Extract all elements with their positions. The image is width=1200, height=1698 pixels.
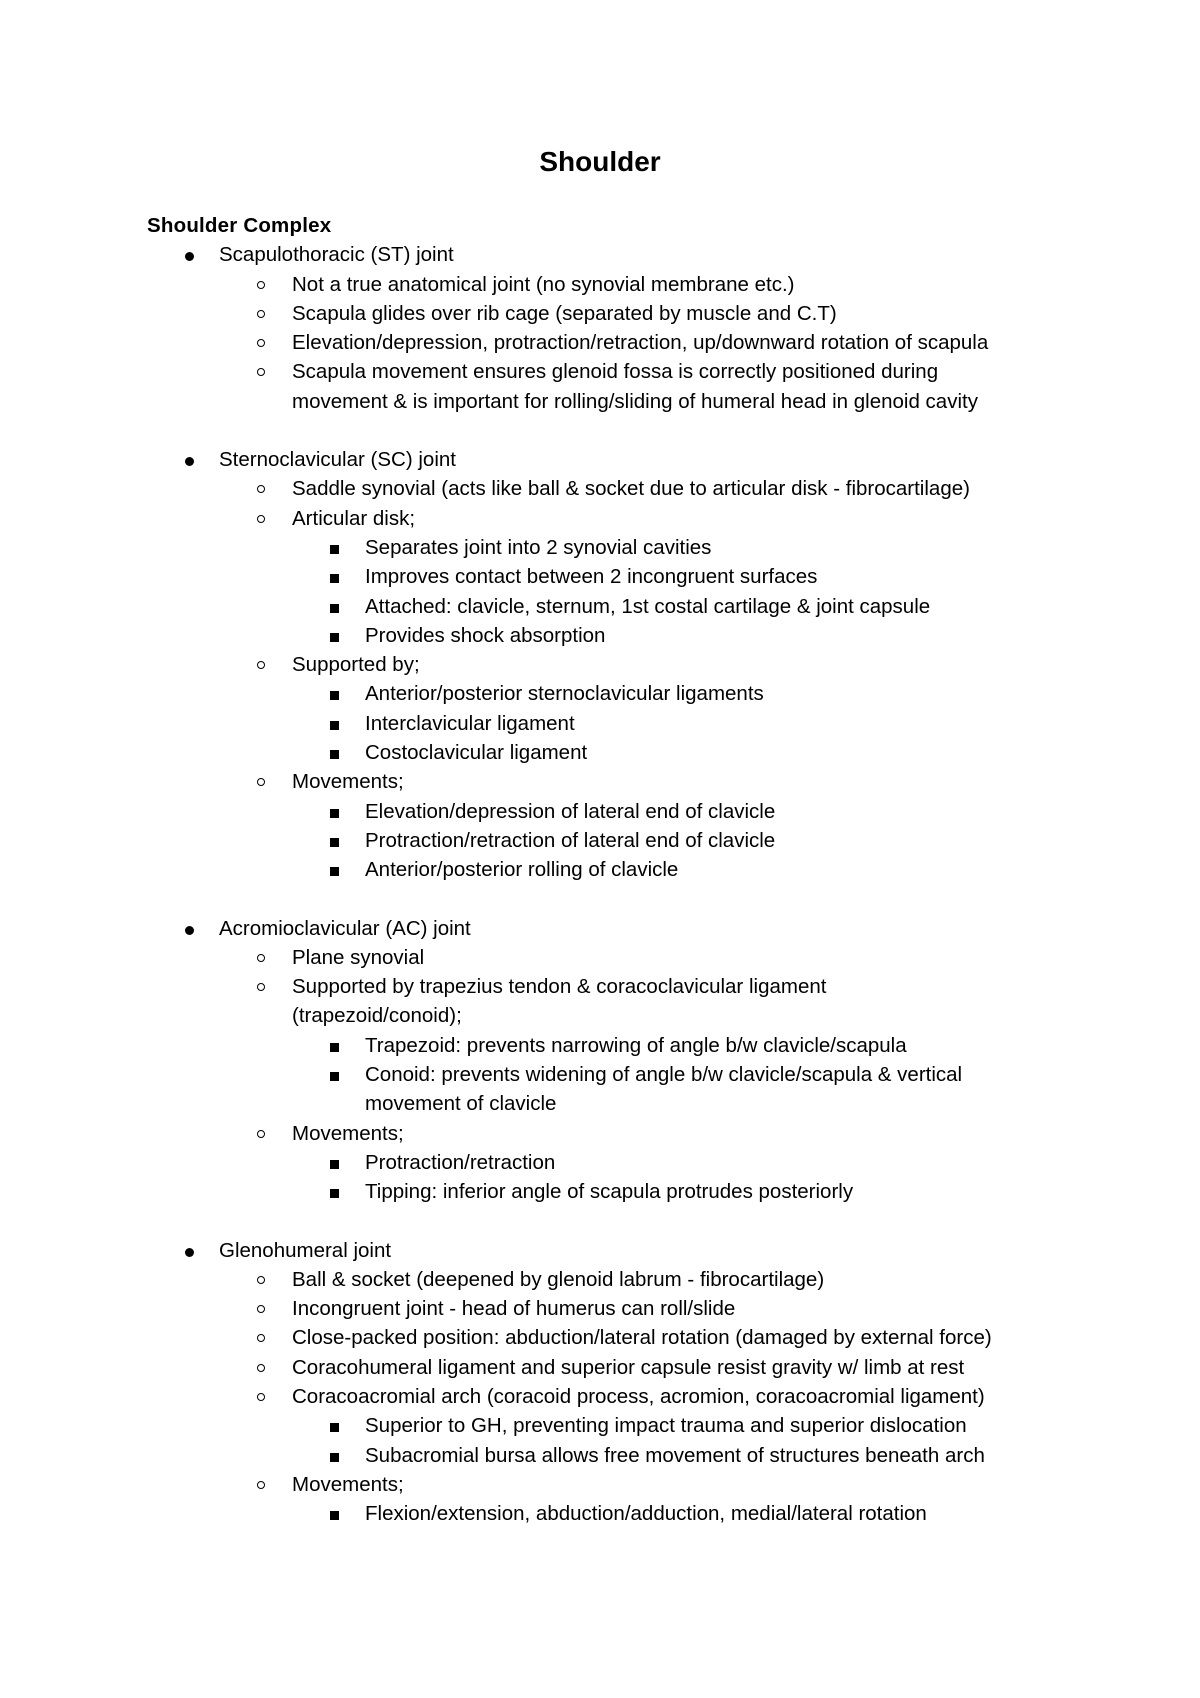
list-item-text: Coracohumeral ligament and superior capsule resist gravity w/ limb at rest <box>292 1355 965 1379</box>
document-body <box>147 211 1107 1528</box>
joint-label: Acromioclavicular (AC) joint <box>219 916 471 940</box>
list-item-text: Articular disk; <box>292 506 416 530</box>
sub-list-item <box>292 562 1107 591</box>
sub-list <box>292 1499 1107 1528</box>
square-bullet-icon <box>330 1043 339 1052</box>
list-item <box>219 1353 1107 1382</box>
sub-list-item <box>292 797 1107 826</box>
sub-list-item <box>292 1060 1107 1119</box>
sub-list-item <box>292 1148 1107 1177</box>
sub-list <box>292 1148 1107 1207</box>
sub-list-item-text: Anterior/posterior rolling of clavicle <box>365 858 679 882</box>
sub-list-item <box>292 826 1107 855</box>
square-bullet-icon <box>330 750 339 759</box>
list-item-text: Supported by trapezius tendon & coracoclavicular ligament <box>292 975 827 999</box>
square-bullet-icon <box>330 1072 339 1081</box>
sub-list-item-text-continued: movement of clavicle <box>365 1092 557 1116</box>
hollow-circle-bullet-icon <box>257 778 265 786</box>
list-item <box>219 767 1107 884</box>
list-item-text: Coracoacromial arch (coracoid process, acromion, coracoacromial ligament) <box>292 1384 985 1408</box>
sub-list-item <box>292 738 1107 767</box>
detail-list <box>219 1265 1107 1529</box>
sub-list <box>292 1031 1107 1119</box>
hollow-circle-bullet-icon <box>257 1276 265 1284</box>
list-item <box>219 650 1107 767</box>
hollow-circle-bullet-icon <box>257 1481 265 1489</box>
list-item <box>219 1470 1107 1529</box>
joint-list <box>147 240 1107 1528</box>
list-item-text: Scapula movement ensures glenoid fossa is correctly positioned during <box>292 360 939 384</box>
square-bullet-icon <box>330 545 339 554</box>
list-item <box>219 972 1107 1118</box>
hollow-circle-bullet-icon <box>257 954 265 962</box>
joint-item-sternoclavicular <box>147 445 1107 913</box>
sub-list-item <box>292 1031 1107 1060</box>
sub-list-item <box>292 855 1107 884</box>
sub-list-item <box>292 709 1107 738</box>
detail-list <box>219 474 1107 884</box>
filled-circle-bullet-icon <box>185 926 194 935</box>
sub-list-item <box>292 533 1107 562</box>
page-title: Shoulder <box>539 146 661 177</box>
detail-list <box>219 943 1107 1207</box>
hollow-circle-bullet-icon <box>257 1305 265 1313</box>
sub-list <box>292 1411 1107 1470</box>
hollow-circle-bullet-icon <box>257 661 265 669</box>
hollow-circle-bullet-icon <box>257 515 265 523</box>
list-item-text: Movements; <box>292 770 404 794</box>
sub-list-item <box>292 1411 1107 1440</box>
sub-list-item <box>292 679 1107 708</box>
square-bullet-icon <box>330 1189 339 1198</box>
hollow-circle-bullet-icon <box>257 310 265 318</box>
square-bullet-icon <box>330 1160 339 1169</box>
filled-circle-bullet-icon <box>185 1248 194 1257</box>
joint-item-scapulothoracic <box>147 240 1107 445</box>
sub-list-item-text: Improves contact between 2 incongruent surfaces <box>365 565 818 589</box>
list-item <box>219 299 1107 328</box>
square-bullet-icon <box>330 809 339 818</box>
sub-list-item-text: Interclavicular ligament <box>365 711 575 735</box>
square-bullet-icon <box>330 838 339 847</box>
list-item-text: Plane synovial <box>292 945 425 969</box>
sub-list-item <box>292 1499 1107 1528</box>
list-item <box>219 1323 1107 1352</box>
sub-list-item-text: Trapezoid: prevents narrowing of angle b/w clavicle/scapula <box>365 1033 907 1057</box>
list-item-text: Scapula glides over rib cage (separated by muscle and C.T) <box>292 301 837 325</box>
sub-list-item-text: Attached: clavicle, sternum, 1st costal cartilage & joint capsule <box>365 594 931 618</box>
list-item-text: Not a true anatomical joint (no synovial membrane etc.) <box>292 272 795 296</box>
sub-list-item <box>292 1441 1107 1470</box>
sub-list-item-text: Protraction/retraction of lateral end of clavicle <box>365 828 776 852</box>
sub-list-item-text: Subacromial bursa allows free movement of structures beneath arch <box>365 1443 985 1467</box>
list-item-text: Close-packed position: abduction/lateral rotation (damaged by external force) <box>292 1326 992 1350</box>
sub-list-item-text: Elevation/depression of lateral end of clavicle <box>365 799 776 823</box>
list-item-text-continued: (trapezoid/conoid); <box>292 1004 462 1028</box>
list-item <box>219 328 1107 357</box>
joint-label: Scapulothoracic (ST) joint <box>219 243 454 267</box>
hollow-circle-bullet-icon <box>257 368 265 376</box>
sub-list-item-text: Tipping: inferior angle of scapula protrudes posteriorly <box>365 1180 854 1204</box>
sub-list <box>292 679 1107 767</box>
list-item <box>219 1119 1107 1207</box>
list-item <box>219 1294 1107 1323</box>
sub-list-item-text: Protraction/retraction <box>365 1150 556 1174</box>
hollow-circle-bullet-icon <box>257 983 265 991</box>
hollow-circle-bullet-icon <box>257 1130 265 1138</box>
list-item-text: Ball & socket (deepened by glenoid labrum - fibrocartilage) <box>292 1267 825 1291</box>
list-item <box>219 943 1107 972</box>
filled-circle-bullet-icon <box>185 252 194 261</box>
list-item <box>219 357 1107 416</box>
filled-circle-bullet-icon <box>185 457 194 466</box>
list-item-text: Incongruent joint - head of humerus can roll/slide <box>292 1297 736 1321</box>
sub-list <box>292 797 1107 885</box>
sub-list-item-text: Flexion/extension, abduction/adduction, medial/lateral rotation <box>365 1502 927 1526</box>
list-item <box>219 270 1107 299</box>
sub-list-item <box>292 1177 1107 1206</box>
square-bullet-icon <box>330 604 339 613</box>
list-item <box>219 1265 1107 1294</box>
section-heading: Shoulder Complex <box>147 214 332 237</box>
sub-list <box>292 533 1107 650</box>
square-bullet-icon <box>330 1511 339 1520</box>
hollow-circle-bullet-icon <box>257 1364 265 1372</box>
list-item <box>219 474 1107 503</box>
square-bullet-icon <box>330 574 339 583</box>
list-item-text: Saddle synovial (acts like ball & socket due to articular disk - fibrocartilage) <box>292 477 970 501</box>
list-item-text: Movements; <box>292 1472 404 1496</box>
square-bullet-icon <box>330 1423 339 1432</box>
sub-list-item-text: Costoclavicular ligament <box>365 741 588 765</box>
joint-label: Sternoclavicular (SC) joint <box>219 448 456 472</box>
sub-list-item-text: Provides shock absorption <box>365 623 606 647</box>
hollow-circle-bullet-icon <box>257 1393 265 1401</box>
list-item-text: Supported by; <box>292 653 420 677</box>
joint-item-glenohumeral <box>147 1236 1107 1529</box>
joint-item-acromioclavicular <box>147 914 1107 1236</box>
sub-list-item-text: Anterior/posterior sternoclavicular ligaments <box>365 682 764 706</box>
square-bullet-icon <box>330 691 339 700</box>
sub-list-item-text: Conoid: prevents widening of angle b/w clavicle/scapula & vertical <box>365 1063 963 1087</box>
sub-list-item <box>292 621 1107 650</box>
detail-list <box>219 270 1107 416</box>
list-item-text: Elevation/depression, protraction/retraction, up/downward rotation of scapula <box>292 331 989 355</box>
joint-label: Glenohumeral joint <box>219 1238 392 1262</box>
list-item-text: Movements; <box>292 1121 404 1145</box>
hollow-circle-bullet-icon <box>257 1334 265 1342</box>
hollow-circle-bullet-icon <box>257 281 265 289</box>
sub-list-item-text: Superior to GH, preventing impact trauma and superior dislocation <box>365 1414 967 1438</box>
square-bullet-icon <box>330 867 339 876</box>
sub-list-item-text: Separates joint into 2 synovial cavities <box>365 535 712 559</box>
hollow-circle-bullet-icon <box>257 485 265 493</box>
square-bullet-icon <box>330 1453 339 1462</box>
square-bullet-icon <box>330 633 339 642</box>
list-item-text-continued: movement & is important for rolling/sliding of humeral head in glenoid cavity <box>292 389 978 413</box>
list-item <box>219 504 1107 650</box>
hollow-circle-bullet-icon <box>257 339 265 347</box>
list-item <box>219 1382 1107 1470</box>
square-bullet-icon <box>330 721 339 730</box>
sub-list-item <box>292 592 1107 621</box>
